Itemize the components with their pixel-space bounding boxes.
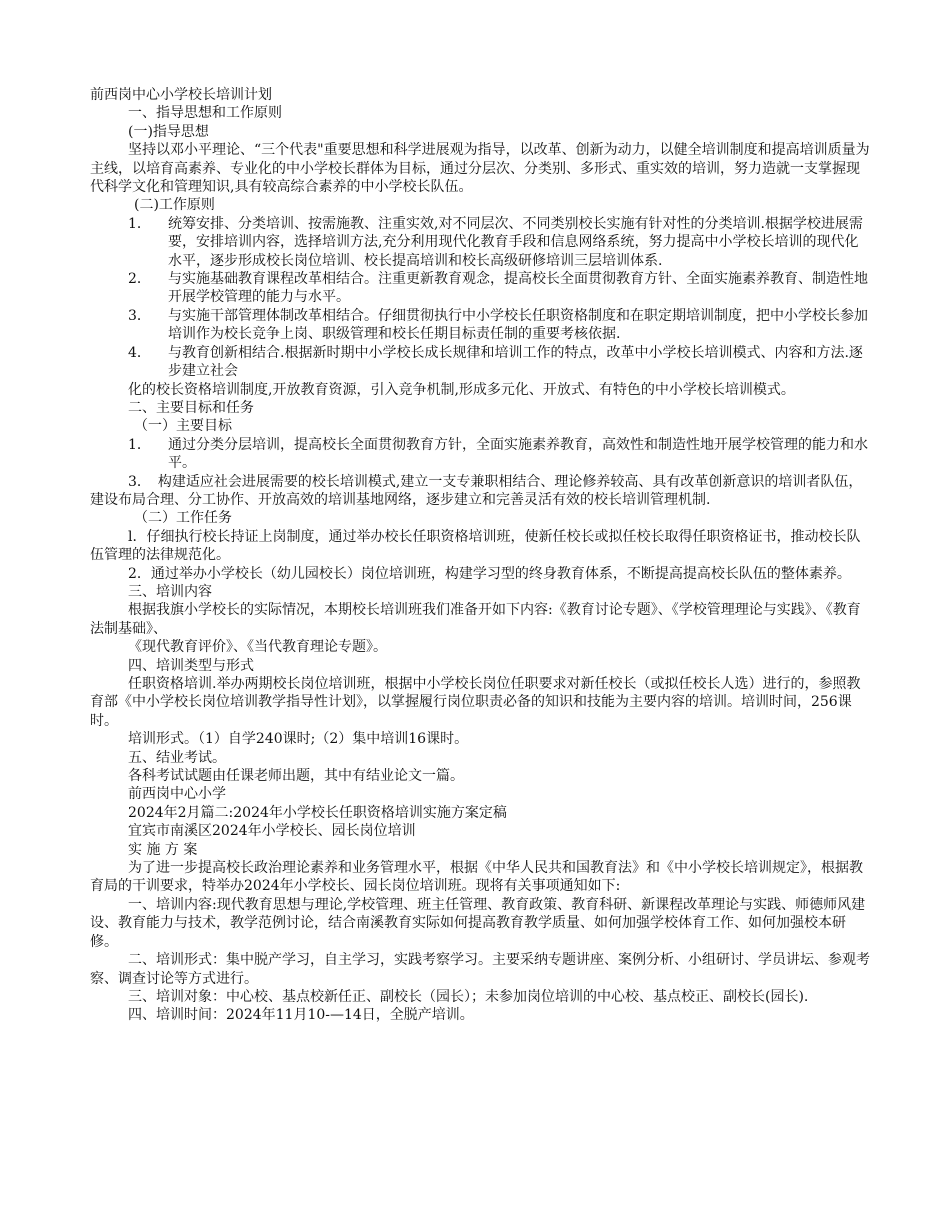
document-subtitle: 实 施 方 案	[128, 841, 198, 858]
numbered-item	[90, 344, 870, 381]
paragraph: 四、培训时间：2024年11月10-—14日，全脱产培训。	[128, 1007, 474, 1024]
item-number: 1．	[128, 215, 151, 232]
numbered-item	[90, 215, 870, 270]
paragraph: 《现代教育评价》、《当代教育理论专题》。	[128, 639, 387, 656]
subsection-heading: (二)工作原则	[134, 197, 215, 214]
item-number: 4．	[128, 344, 151, 361]
paragraph: 任职资格培训.举办两期校长岗位培训班，根据中小学校长岗位任职要求对新任校长（或拟任校长人选）进行的，参照教育部《中小学校长岗位培训教学指导性计划》，以掌握履行岗位职责必备的知识和技能为主要内容的培训。培训时间，256课时。	[90, 676, 861, 729]
item-text: 与实施基础教育课程改革相结合。注重更新教育观念，提高校长全面贯彻教育方针、全面实施素养教育、制造性地开展学校管理的能力与水平。	[168, 271, 868, 306]
paragraph: 为了进一步提高校长政治理论素养和业务管理水平，根据《中华人民共和国教育法》和《中小学校长培训规定》，根据教育局的干训要求，特举办2024年小学校长、园长岗位培训班。现将有关事项通知如下:	[90, 860, 863, 895]
paragraph: 各科考试试题由任课老师出题，其中有结业论文一篇。	[128, 768, 464, 785]
document-subtitle: 宜宾市南溪区2024年小学校长、园长岗位培训	[128, 823, 416, 840]
item-text: 与教育创新相结合.根据新时期中小学校长成长规律和培训工作的特点，改革中小学校长培训模式、内容和方法.逐步建立社会	[168, 344, 863, 380]
numbered-item	[90, 270, 870, 307]
paragraph: 一、培训内容:现代教育思想与理论,学校管理、班主任管理、教育政策、教育科研、新课程改革理论与实践、师德师风建设、教育能力与技术，教学范例讨论，结合南溪教育实际如何提高教育教学质量、如何加强学校体育工作、如何加强校本研修。	[90, 896, 866, 950]
item-text: 通过分类分层培训，提高校长全面贯彻教育方针，全面实施素养教育，高效性和制造性地开展学校管理的能力和水平。	[168, 436, 868, 472]
item-number: 3．	[128, 307, 151, 324]
item-number: 2．	[128, 271, 151, 288]
section-heading: 四、培训类型与形式	[128, 657, 254, 674]
paragraph: 2．通过举办小学校长（幼儿园校长）岗位培训班，构建学习型的终身教育体系，不断提高提高校长队伍的整体素养。	[128, 565, 851, 582]
document-title: 前西岗中心小学校长培训计划	[90, 87, 272, 103]
paragraph: l．仔细执行校长持证上岗制度，通过举办校长任职资格培训班，使新任校长或拟任校长取得任职资格证书，推动校长队伍管理的法律规范化。	[90, 528, 861, 564]
subsection-heading: （二）工作任务	[134, 510, 232, 527]
date-line: 2024年2月篇二:2024年小学校长任职资格培训实施方案定稿	[128, 804, 507, 821]
section-heading: 二、主要目标和任务	[128, 399, 254, 416]
paragraph: 3． 构建适应社会进展需要的校长培训模式,建立一支专兼职相结合、理论修养较高、具有改革创新意识的培训者队伍，建设布局合理、分工协作、开放高效的培训基地网络，逐步建立和完善灵活有效的校长培训管理机制.	[90, 473, 863, 508]
signature: 前西岗中心小学	[128, 786, 226, 803]
paragraph: 培训形式。（1）自学240课时;（2）集中培训16课时。	[128, 731, 469, 748]
section-heading: 三、培训内容	[128, 583, 212, 600]
section-heading: 五、结业考试。	[128, 749, 226, 766]
paragraph: 坚持以邓小平理论、“三个代表"重要思想和科学进展观为指导，以改革、创新为动力，以健全培训制度和提高培训质量为主线，以培育高素养、专业化的中小学校长群体为目标，通过分层次、分类别、多形式、重实效的培训，努力造就一支掌握现代科学文化和管理知识,具有较高综合素养的中小学校长队伍。	[90, 142, 870, 196]
subsection-heading: (一)指导思想	[128, 123, 209, 140]
item-text: 统筹安排、分类培训、按需施教、注重实效,对不同层次、不同类别校长实施有针对性的分类培训.根据学校进展需要，安排培训内容，选择培训方法,充分利用现代化教育手段和信息网络系统，努力提高中小学校长培训的现代化水平，逐步形成校长岗位培训、校长提高培训和校长高级研修培训三层培训体系.	[168, 215, 863, 269]
section-heading: 一、指导思想和工作原则	[128, 105, 282, 122]
item-text: 与实施干部管理体制改革相结合。仔细贯彻执行中小学校长任职资格制度和在职定期培训制度，把中小学校长参加培训作为校长竞争上岗、职级管理和校长任期目标责任制的重要考核依据.	[168, 307, 868, 343]
paragraph: 三、培训对象：中心校、基点校新任正、副校长（园长）；未参加岗位培训的中心校、基点校正、副校长(园长).	[128, 988, 809, 1005]
paragraph: 化的校长资格培训制度,开放教育资源，引入竞争机制,形成多元化、开放式、有特色的中小学校长培训模式。	[128, 381, 795, 398]
paragraph: 二、培训形式：集中脱产学习，自主学习，实践考察学习。主要采纳专题讲座、案例分析、小组研讨、学员讲坛、参观考察、调查讨论等方式进行。	[90, 952, 870, 987]
subsection-heading: （一）主要目标	[134, 418, 232, 435]
item-number: 1．	[128, 436, 151, 453]
numbered-item	[90, 436, 870, 473]
document-body	[90, 86, 870, 1025]
paragraph: 根据我旗小学校长的实际情况，本期校长培训班我们准备开如下内容:《教育讨论专题》、《学校管理理论与实践》、《教育法制基础》、	[90, 602, 861, 637]
numbered-item	[90, 307, 870, 344]
